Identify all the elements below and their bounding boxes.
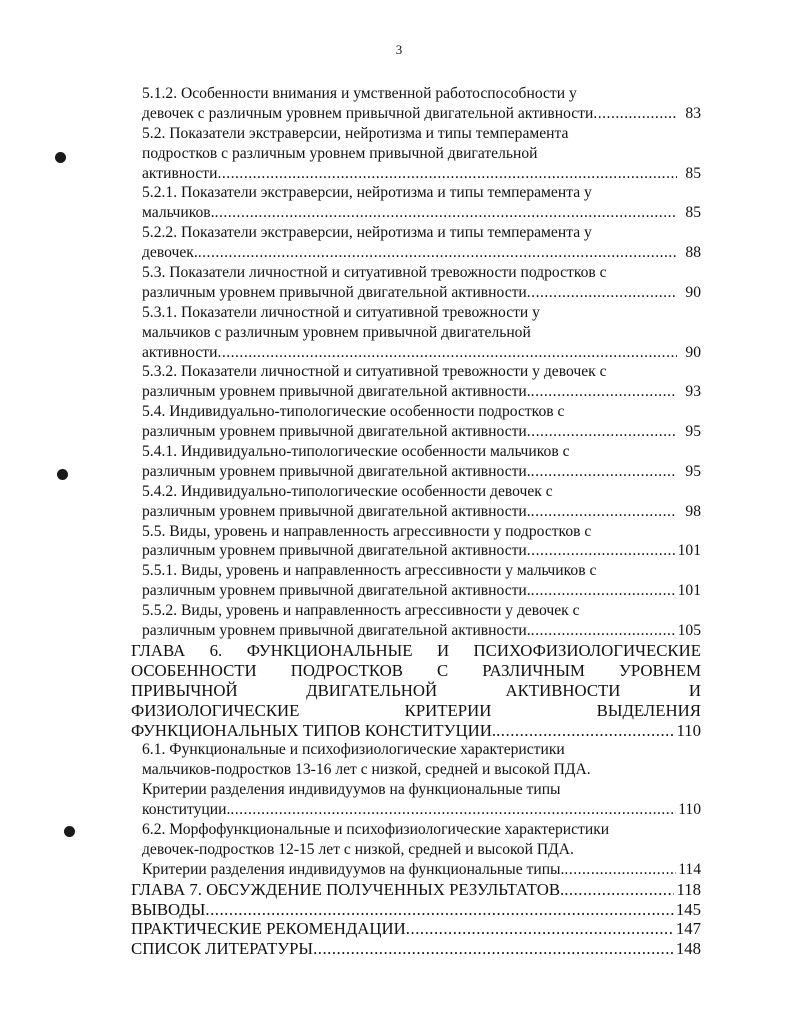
toc-entry-line: мальчиков-подростков 13-16 лет с низкой, средней и высокой ПДА.: [142, 761, 591, 779]
toc-section-entry[interactable]: [131, 601, 701, 641]
dot-leader: [217, 343, 677, 363]
toc-chapter-entry[interactable]: [131, 880, 701, 900]
toc-entry-leader-line: [131, 541, 701, 561]
toc-page-number: 147: [675, 919, 701, 939]
toc-page-number: 101: [677, 582, 701, 600]
dot-leader: [230, 800, 676, 820]
toc-page-number: 90: [685, 283, 701, 301]
toc-entry-leader-line: [131, 900, 701, 920]
toc-entry-line: 5.5. Виды, уровень и направленность агрессивности у подростков с: [142, 522, 592, 540]
toc-page-number: 83: [685, 104, 701, 122]
toc-entry-line: 5.3.2. Показатели личностной и ситуативной тревожности у девочек с: [142, 363, 607, 381]
toc-entry-leader-line: [131, 919, 701, 939]
toc-entry-leader-line: [131, 880, 701, 900]
toc-entry-title-tail: девочек.: [142, 244, 198, 262]
toc-section-entry[interactable]: [131, 183, 701, 223]
toc-entry-line: 5.5.2. Виды, уровень и направленность агрессивности у девочек с: [142, 602, 580, 620]
toc-entry-title-tail: конституции.: [142, 801, 231, 819]
toc-entry-line: ФИЗИОЛОГИЧЕСКИЕ КРИТЕРИИ ВЫДЕЛЕНИЯ: [131, 700, 701, 720]
toc-page-number: 98: [685, 502, 701, 520]
toc-entry-line: ГЛАВА 6. ФУНКЦИОНАЛЬНЫЕ И ПСИХОФИЗИОЛОГИЧЕСКИЕ: [131, 640, 701, 660]
toc-entry-title-tail: различным уровнем привычной двигательной активности.: [142, 462, 531, 480]
toc-entry-title-tail: различным уровнем привычной двигательной активности.: [142, 622, 531, 640]
dot-leader: [527, 283, 677, 303]
dot-leader: [215, 203, 677, 223]
toc-page-number: 93: [685, 383, 701, 401]
toc-entry-leader-line: [131, 164, 701, 184]
toc-entry-title-tail: девочек с различным уровнем привычной двигательной активности: [142, 104, 594, 122]
toc-entry-leader-line: [131, 581, 701, 601]
dot-leader: [205, 900, 673, 920]
toc-entry-line: 5.4. Индивидуально-типологические особенности подростков с: [142, 403, 565, 421]
toc-entry-leader-line: [131, 860, 701, 880]
toc-entry-line: 5.2. Показатели экстраверсии, нейротизма и типы темперамента: [142, 124, 569, 142]
dot-leader: [406, 919, 674, 939]
toc-entry-title-tail: различным уровнем привычной двигательной активности: [142, 423, 527, 441]
toc-entry-line: 5.3.1. Показатели личностной и ситуативной тревожности у: [142, 303, 540, 321]
page-number: 3: [395, 42, 403, 57]
toc-entry-title-tail: различным уровнем привычной двигательной активности.: [142, 582, 531, 600]
toc-section-entry[interactable]: [131, 561, 701, 601]
toc-entry-leader-line: [131, 502, 701, 522]
toc-entry-line: 5.1.2. Особенности внимания и умственной работоспособности у: [142, 85, 577, 102]
toc-page-number: 110: [676, 720, 701, 740]
dot-leader: [531, 581, 676, 601]
table-of-contents: [131, 84, 701, 959]
binding-hole-mark: [55, 152, 66, 163]
toc-entry-leader-line: [131, 939, 701, 959]
toc-page-number: 85: [685, 204, 701, 222]
dot-leader: [564, 860, 676, 880]
toc-entry-title-tail: СПИСОК ЛИТЕРАТУРЫ: [131, 939, 314, 959]
toc-entry-line: подростков с различным уровнем привычной двигательной: [142, 144, 538, 162]
toc-page-number: 101: [677, 542, 701, 560]
binding-hole-mark: [64, 826, 75, 837]
toc-entry-leader-line: [131, 203, 701, 223]
toc-entry-leader-line: [131, 104, 701, 124]
toc-entry-title-tail: ВЫВОДЫ: [131, 899, 206, 919]
toc-entry-line: ПРИВЫЧНОЙ ДВИГАТЕЛЬНОЙ АКТИВНОСТИ И: [131, 680, 701, 700]
toc-entry-title-tail: ФУНКЦИОНАЛЬНЫХ ТИПОВ КОНСТИТУЦИИ.: [131, 720, 497, 740]
toc-page-number: 145: [675, 899, 701, 919]
toc-section-entry[interactable]: [131, 124, 701, 184]
toc-page-number: 114: [678, 860, 701, 878]
dot-leader: [564, 880, 674, 900]
toc-page-number: 95: [685, 423, 701, 441]
dot-leader: [313, 939, 674, 959]
toc-entry-line: Критерии разделения индивидуумов на функциональные типы: [142, 781, 561, 799]
dot-leader: [531, 502, 677, 522]
toc-section-entry[interactable]: [131, 820, 701, 880]
toc-section-entry[interactable]: [131, 402, 701, 442]
toc-page-number: 88: [685, 244, 701, 262]
toc-entry-title-tail: различным уровнем привычной двигательной активности: [142, 542, 527, 560]
toc-entry-title-tail: ГЛАВА 7. ОБСУЖДЕНИЕ ПОЛУЧЕННЫХ РЕЗУЛЬТАТОВ.: [131, 879, 565, 899]
toc-section-entry[interactable]: [131, 84, 701, 124]
dot-leader: [593, 104, 677, 124]
toc-entry-line: ОСОБЕННОСТИ ПОДРОСТКОВ С РАЗЛИЧНЫМ УРОВНЕМ: [131, 660, 701, 680]
toc-chapter-entry[interactable]: [131, 919, 701, 939]
dot-leader: [531, 382, 677, 402]
toc-chapter-entry[interactable]: [131, 641, 701, 740]
toc-section-entry[interactable]: [131, 223, 701, 263]
toc-page-number: 85: [685, 164, 701, 182]
toc-entry-line: 6.2. Морфофункциональные и психофизиологические характеристики: [142, 820, 610, 838]
toc-page-number: 95: [685, 462, 701, 480]
toc-section-entry[interactable]: [131, 442, 701, 482]
toc-page-number: 105: [677, 622, 701, 640]
toc-entry-leader-line: [131, 243, 701, 263]
toc-chapter-entry[interactable]: [131, 939, 701, 959]
toc-section-entry[interactable]: [131, 263, 701, 303]
toc-entry-line: 5.5.1. Виды, уровень и направленность агрессивности у мальчиков с: [142, 562, 597, 580]
dot-leader: [198, 243, 677, 263]
dot-leader: [496, 721, 674, 741]
toc-page-number: 118: [676, 879, 701, 899]
toc-chapter-entry[interactable]: [131, 900, 701, 920]
dot-leader: [217, 164, 677, 184]
toc-entry-line: мальчиков с различным уровнем привычной двигательной: [142, 323, 531, 341]
toc-entry-leader-line: [131, 382, 701, 402]
toc-section-entry[interactable]: [131, 482, 701, 522]
toc-entry-title-tail: различным уровнем привычной двигательной активности: [142, 283, 527, 301]
toc-section-entry[interactable]: [131, 362, 701, 402]
toc-entry-line: 5.3. Показатели личностной и ситуативной тревожности подростков с: [142, 264, 607, 282]
toc-entry-leader-line: [131, 721, 701, 741]
toc-page-number: 90: [685, 343, 701, 361]
toc-entry-leader-line: [131, 283, 701, 303]
toc-section-entry[interactable]: [131, 740, 701, 820]
toc-entry-title-tail: активности: [142, 343, 218, 361]
toc-section-entry[interactable]: [131, 303, 701, 363]
toc-page-number: 148: [675, 939, 701, 959]
toc-entry-title-tail: различным уровнем привычной двигательной активности.: [142, 383, 531, 401]
toc-section-entry[interactable]: [131, 522, 701, 562]
toc-entry-line: 5.2.1. Показатели экстраверсии, нейротизма и типы темперамента у: [142, 184, 592, 202]
dot-leader: [527, 541, 676, 561]
dot-leader: [531, 621, 676, 641]
toc-entry-leader-line: [131, 462, 701, 482]
toc-entry-leader-line: [131, 343, 701, 363]
toc-entry-title-tail: Критерии разделения индивидуумов на функциональные типы.: [142, 860, 565, 878]
toc-entry-title-tail: ПРАКТИЧЕСКИЕ РЕКОМЕНДАЦИИ: [131, 919, 406, 939]
toc-entry-line: 6.1. Функциональные и психофизиологические характеристики: [142, 741, 565, 759]
toc-entry-line: 5.2.2. Показатели экстраверсии, нейротизма и типы темперамента у: [142, 224, 592, 242]
dot-leader: [527, 422, 677, 442]
toc-entry-line: девочек-подростков 12-15 лет с низкой, средней и высокой ПДА.: [142, 840, 574, 858]
toc-entry-leader-line: [131, 621, 701, 641]
toc-entry-line: 5.4.1. Индивидуально-типологические особенности мальчиков с: [142, 443, 570, 461]
toc-entry-title-tail: активности: [142, 164, 218, 182]
toc-page-number: 110: [678, 801, 701, 819]
toc-entry-title-tail: различным уровнем привычной двигательной активности.: [142, 502, 531, 520]
binding-hole-mark: [57, 469, 68, 480]
toc-entry-title-tail: мальчиков.: [142, 204, 215, 222]
toc-entry-leader-line: [131, 422, 701, 442]
toc-entry-leader-line: [131, 800, 701, 820]
toc-entry-line: 5.4.2. Индивидуально-типологические особенности девочек с: [142, 482, 553, 500]
dot-leader: [531, 462, 677, 482]
